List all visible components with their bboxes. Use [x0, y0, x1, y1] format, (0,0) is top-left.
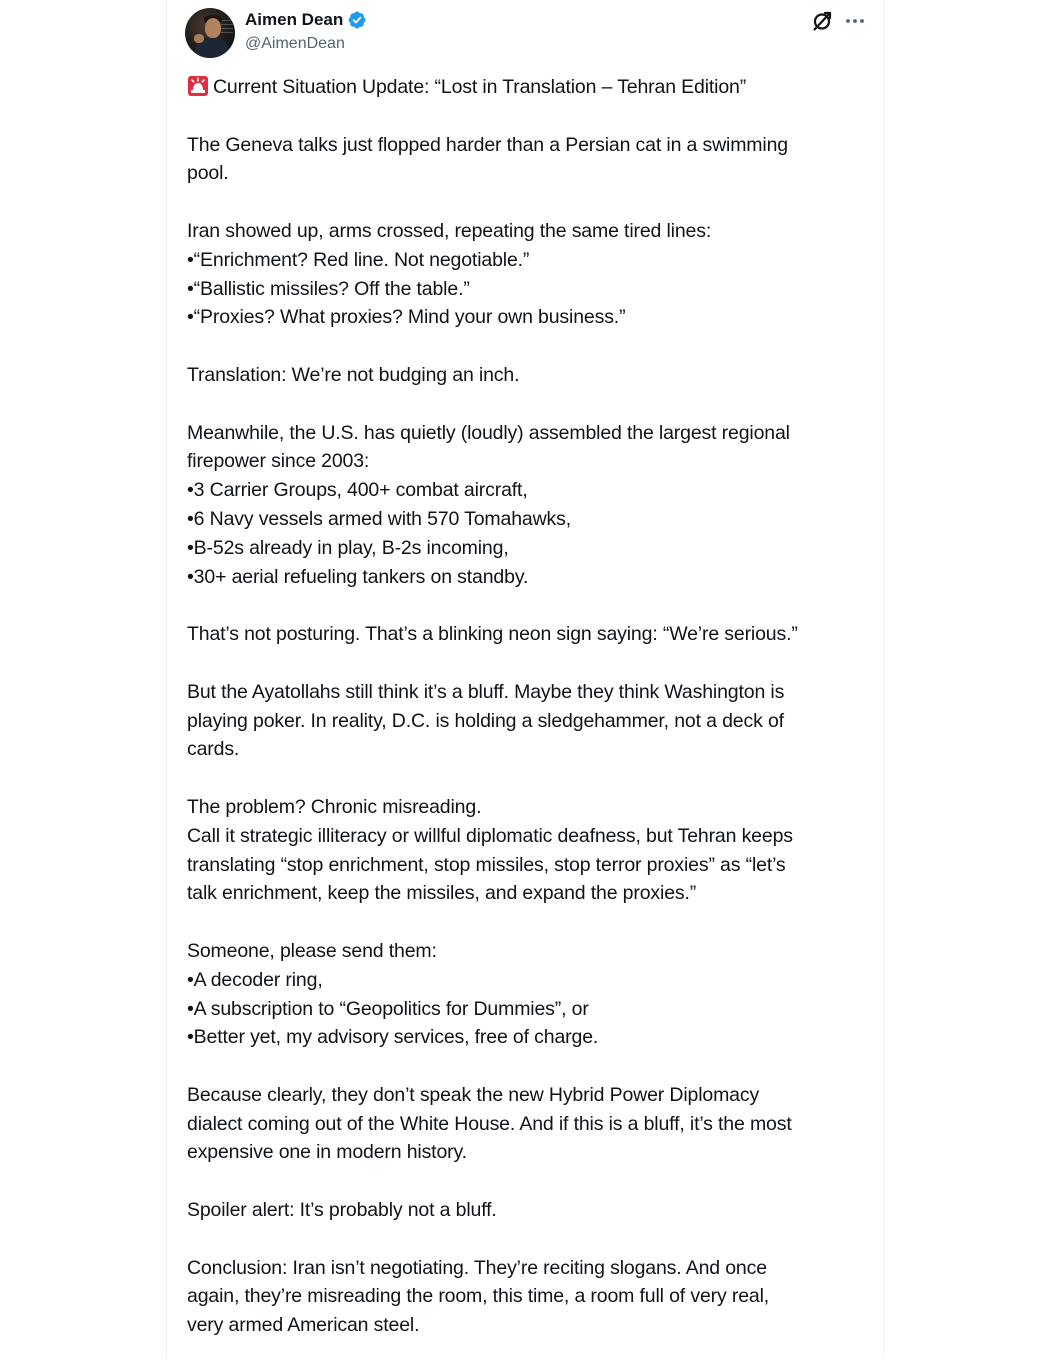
avatar[interactable] — [185, 8, 235, 58]
text-line: Because clearly, they don’t speak the new Hybrid Power Diplomacy — [187, 1083, 760, 1106]
paragraph — [187, 1081, 871, 1167]
grok-icon[interactable] — [811, 10, 833, 32]
text-line — [187, 73, 871, 102]
text-line: Someone, please send them: — [187, 939, 437, 962]
text-line: Iran showed up, arms crossed, repeating the same tired lines: — [187, 219, 712, 242]
bullet-line: •“Proxies? What proxies? Mind your own business.” — [187, 306, 626, 329]
tweet-text — [187, 73, 871, 1369]
text-line: translating “stop enrichment, stop missiles, stop terror proxies” as “let’s — [187, 853, 786, 876]
text-line: very armed American steel. — [187, 1314, 420, 1337]
paragraph — [187, 678, 871, 764]
bullet-line: •30+ aerial refueling tankers on standby. — [187, 565, 529, 588]
text-line: expensive one in modern history. — [187, 1141, 467, 1164]
verified-badge-icon[interactable] — [347, 10, 367, 30]
paragraph — [187, 419, 871, 592]
tweet-card — [166, 0, 884, 1359]
bullet-line: •“Ballistic missiles? Off the table.” — [187, 277, 470, 300]
text-line: Translation: We’re not budging an inch. — [187, 363, 520, 386]
paragraph — [187, 1254, 871, 1340]
bullet-line: •A decoder ring, — [187, 968, 323, 991]
text-line: pool. — [187, 162, 229, 185]
paragraph — [187, 131, 871, 189]
tweet-header — [167, 0, 883, 69]
text-line: That’s not posturing. That’s a blinking neon sign saying: “We’re serious.” — [187, 623, 798, 646]
text-line: The problem? Chronic misreading. — [187, 795, 482, 818]
paragraph-title — [187, 73, 871, 102]
author-display-name[interactable]: Aimen Dean — [245, 10, 344, 29]
text-line: again, they’re misreading the room, this time, a room full of very real, — [187, 1285, 770, 1308]
text-line: But the Ayatollahs still think it’s a bluff. Maybe they think Washington is — [187, 680, 785, 703]
author-handle[interactable]: @AimenDean — [245, 35, 345, 52]
text-line: Meanwhile, the U.S. has quietly (loudly) assembled the largest regional — [187, 421, 790, 444]
bullet-line: •B-52s already in play, B-2s incoming, — [187, 536, 509, 559]
text-line: The Geneva talks just flopped harder than a Persian cat in a swimming — [187, 133, 788, 156]
more-options-icon[interactable] — [843, 10, 867, 32]
paragraph — [187, 217, 871, 332]
paragraph — [187, 793, 871, 908]
text-line: dialect coming out of the White House. And if this is a bluff, it’s the most — [187, 1112, 792, 1135]
bullet-line: •“Enrichment? Red line. Not negotiable.” — [187, 248, 530, 271]
paragraph — [187, 620, 871, 649]
text-line: Conclusion: Iran isn’t negotiating. They’re reciting slogans. And once — [187, 1256, 767, 1279]
bullet-line: •Better yet, my advisory services, free of charge. — [187, 1026, 599, 1049]
update-title: Current Situation Update: “Lost in Translation – Tehran Edition” — [213, 76, 747, 98]
paragraph — [187, 937, 871, 1052]
text-line: cards. — [187, 738, 240, 761]
rotating-light-emoji-icon — [187, 75, 209, 97]
paragraph — [187, 1196, 871, 1225]
text-line: firepower since 2003: — [187, 450, 370, 473]
text-line: playing poker. In reality, D.C. is holding a sledgehammer, not a deck of — [187, 709, 784, 732]
text-line: Call it strategic illiteracy or willful diplomatic deafness, but Tehran keeps — [187, 824, 793, 847]
bullet-line: •A subscription to “Geopolitics for Dummies”, or — [187, 997, 589, 1020]
text-line: talk enrichment, keep the missiles, and expand the proxies.” — [187, 882, 697, 905]
paragraph — [187, 361, 871, 390]
bullet-line: •3 Carrier Groups, 400+ combat aircraft, — [187, 479, 528, 502]
author-name-row — [245, 9, 367, 31]
text-line: Spoiler alert: It’s probably not a bluff. — [187, 1199, 497, 1222]
bullet-line: •6 Navy vessels armed with 570 Tomahawks, — [187, 507, 571, 530]
